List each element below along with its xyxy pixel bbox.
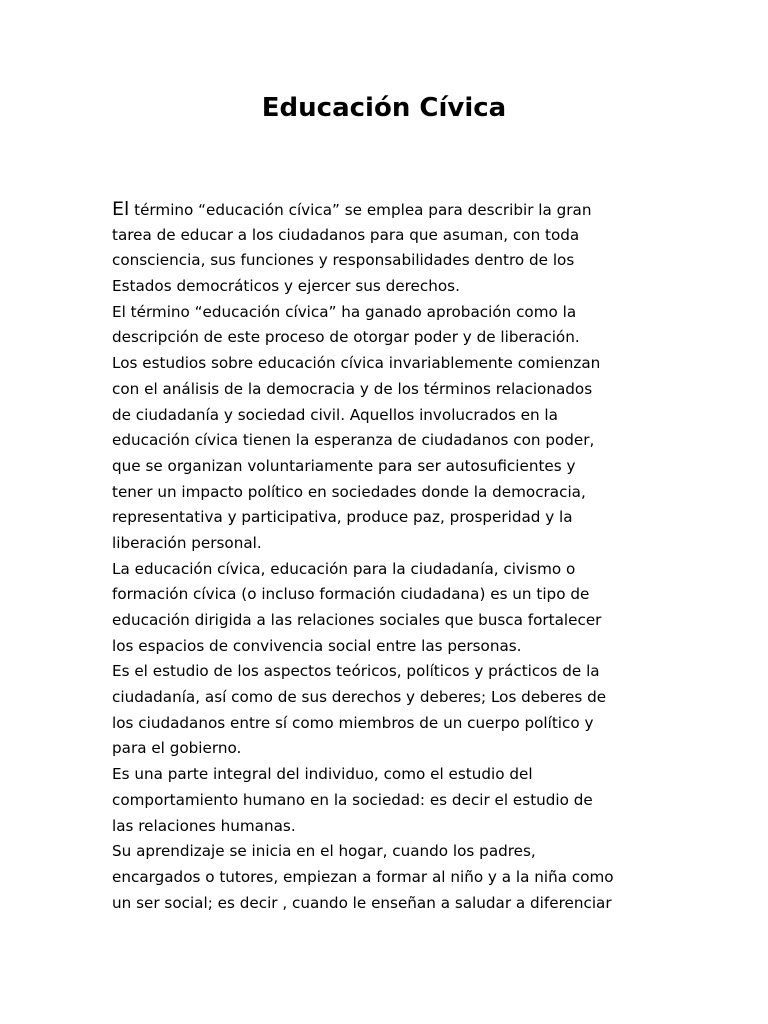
text-line: tarea de educar a los ciudadanos para que asuman, con toda [112, 225, 580, 244]
text-line: los ciudadanos entre sí como miembros de un cuerpo político y [112, 713, 594, 732]
document-title: Educación Cívica [261, 93, 507, 123]
text-line: encargados o tutores, empiezan a formar al niño y a la niña como [112, 867, 614, 886]
text-line: descripción de este proceso de otorgar poder y de liberación. [112, 328, 580, 347]
text-line: que se organizan voluntariamente para ser autosuficientes y [112, 456, 576, 475]
text-line: de ciudadanía y sociedad civil. Aquellos involucrados en la [112, 405, 558, 424]
document-body [112, 197, 672, 916]
text-line: Estados democráticos y ejercer sus derechos. [112, 277, 460, 296]
text-line: Es una parte integral del individuo, como el estudio del [112, 765, 533, 784]
text-line: formación cívica (o incluso formación ciudadana) es un tipo de [112, 585, 590, 604]
text-line: las relaciones humanas. [112, 816, 296, 835]
text-line: Su aprendizaje se inicia en el hogar, cuando los padres, [112, 842, 536, 861]
text-line: liberación personal. [112, 533, 262, 552]
text-line: comportamiento humano en la sociedad: es decir el estudio de [112, 790, 593, 809]
text-line: ciudadanía, así como de sus derechos y deberes; Los deberes de [112, 688, 607, 707]
text-line: con el análisis de la democracia y de los términos relacionados [112, 379, 593, 398]
text-line: representativa y participativa, produce paz, prosperidad y la [112, 508, 573, 527]
first-word: El [112, 198, 130, 220]
text-line: consciencia, sus funciones y responsabilidades dentro de los [112, 251, 575, 270]
text-line: para el gobierno. [112, 739, 242, 758]
text-line: Los estudios sobre educación cívica invariablemente comienzan [112, 354, 601, 373]
text-line: tener un impacto político en sociedades donde la democracia, [112, 482, 586, 501]
text-line: Es el estudio de los aspectos teóricos, políticos y prácticos de la [112, 662, 600, 681]
text-line: un ser social; es decir , cuando le enseñan a saludar a diferenciar [112, 893, 612, 912]
text-line: La educación cívica, educación para la ciudadanía, civismo o [112, 559, 576, 578]
text-line: los espacios de convivencia social entre las personas. [112, 636, 522, 655]
text-line: educación cívica tienen la esperanza de ciudadanos con poder, [112, 431, 595, 450]
text-line: El término “educación cívica” se emplea para describir la gran [112, 198, 592, 220]
text-line: educación dirigida a las relaciones sociales que busca fortalecer [112, 611, 602, 629]
text-line: El término “educación cívica” ha ganado aprobación como la [112, 302, 577, 321]
